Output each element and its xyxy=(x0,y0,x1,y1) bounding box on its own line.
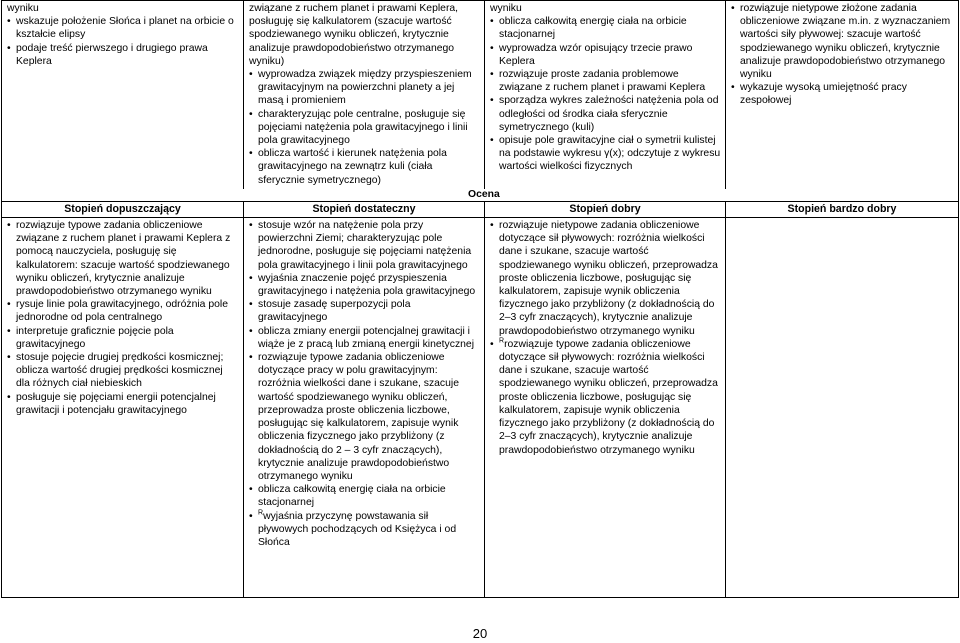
bullet-item xyxy=(249,325,480,351)
item-text: wyniku xyxy=(7,3,39,14)
header-bardzo-dobry: Stopień bardzo dobry xyxy=(726,201,959,217)
ocena-label: Ocena xyxy=(468,188,500,200)
item-text: stosuje pojęcie drugiej prędkości kosmicznej; oblicza wartość drugiej prędkości kosmicznej dla różnych ciał niebieskich xyxy=(16,352,224,390)
item-text: charakteryzując pole centralne, posługuje się pojęciami natężenia pola grawitacyjnego i linii pola grawitacyjnego xyxy=(258,108,468,147)
item-text: wskazuje położenie Słońca i planet na orbicie o kształcie elipsy xyxy=(16,16,234,41)
bullet-item xyxy=(731,2,954,81)
header-row xyxy=(2,201,959,217)
item-text: interpretuje graficznie pojęcie pola grawitacyjnego xyxy=(16,325,174,350)
text-line xyxy=(490,2,721,15)
item-text: rozwiązuje nietypowe złożone zadania obliczeniowe związane m.in. z wyznaczaniem wartości siły pływowej: szacuje wartość spodziewanego wyniku obliczeń, krytycznie analizuje prawdopodobieństwo otrzymanego wyniku xyxy=(740,3,951,81)
header-dopuszczajacy: Stopień dopuszczający xyxy=(2,201,244,217)
text-line xyxy=(249,2,480,68)
item-text: oblicza całkowitą energię ciała na orbicie stacjonarnej xyxy=(258,484,446,509)
bottom-cell-3 xyxy=(485,218,726,598)
item-text: rozwiązuje proste zadania problemowe związane z ruchem planet i prawami Keplera xyxy=(499,69,706,94)
item-text: stosuje wzór na natężenie pola przy powierzchni Ziemi; charakteryzując pole jednorodne, posługuje się pojęciami natężenia pola grawitacyjnego i linii pola grawitacyjnego xyxy=(258,220,472,271)
bullet-item xyxy=(490,42,721,68)
item-text: oblicza zmiany energii potencjalnej grawitacji i wiąże je z pracą lub zmianą energii kinetycznej xyxy=(258,325,475,350)
item-text: opisuje pole grawitacyjne ciał o symetrii kulistej na podstawie wykresu γ(x); odczytuje z wykresu wartości wielkości fizycznych xyxy=(499,135,721,173)
bullet-item xyxy=(7,391,239,417)
item-text: związane z ruchem planet i prawami Keplera, posługuję się kalkulatorem (szacuje wartość spodziewanego wyniku obliczeń, krytycznie analizuje prawdopodobieństwo otrzymanego wyniku) xyxy=(249,3,459,67)
bullet-item xyxy=(249,68,480,108)
bullet-item xyxy=(731,81,954,107)
item-text: wykazuje wysoką umiejętność pracy zespołowej xyxy=(740,82,907,107)
bullet-item xyxy=(249,147,480,187)
bullet-item xyxy=(249,483,480,509)
item-text: sporządza wykres zależności natężenia pola od odległości od środka ciała sferycznie symetrycznego (kuli) xyxy=(499,95,719,133)
item-text: rozwiązuje typowe zadania obliczeniowe dotyczące pracy w polu grawitacyjnym: rozróżnia wielkości dane i szukane, szacuje wartość spodziewanego wyniku obliczeń, przeprowadza proste obliczenia liczbowe, posługując się kalkulatorem, zapisuje wynik obliczenia fizycznego jako przybliżony (z dokładnością do 2 – 3 cyfr znaczących), krytycznie analizuje prawdopodobieństwo otrzymanego wyniku xyxy=(258,352,459,482)
item-text: wyjaśnia znaczenie pojęć przyspieszenia grawitacyjnego i natężenia pola grawitacyjnego xyxy=(258,272,476,298)
ocena-row xyxy=(2,189,959,202)
top-cell-4 xyxy=(726,1,959,189)
bullet-item xyxy=(7,219,239,298)
header-dobry: Stopień dobry xyxy=(485,201,726,217)
item-text: wyjaśnia przyczynę powstawania sił pływowych pochodzących od Księżyca i od Słońca xyxy=(258,510,457,548)
bullet-item xyxy=(249,108,480,148)
item-text: rysuje linie pola grawitacyjnego, odróżnia pole jednorodne od pola centralnego xyxy=(16,299,228,324)
bullet-item xyxy=(7,42,239,68)
item-text: rozwiązuje nietypowe zadania obliczeniowe dotyczące sił pływowych: rozróżnia wielkości dane i szukane, szacuje wartość spodziewanego wyniku obliczeń, przeprowadza proste obliczenia liczbowe, posługując się kalkulatorem, zapisuje wynik obliczenia fizycznego jako przybliżony (z dokładnością do 2–3 cyfr znaczących), krytycznie analizuje prawdopodobieństwo otrzymanego wyniku xyxy=(499,220,718,337)
bottom-cell-1 xyxy=(2,218,244,598)
ocena-cell xyxy=(2,189,959,202)
bottom-row xyxy=(2,218,959,598)
extended-level-mark: R xyxy=(499,337,505,345)
top-row xyxy=(2,1,959,189)
bullet-item xyxy=(490,134,721,174)
bottom-cell-2 xyxy=(244,218,485,598)
item-text: wyniku xyxy=(490,3,522,14)
text-line xyxy=(7,2,239,15)
top-cell-1 xyxy=(2,1,244,189)
bullet-item xyxy=(7,298,239,324)
requirements-table xyxy=(1,0,959,598)
item-text: oblicza całkowitą energię ciała na orbicie stacjonarnej xyxy=(499,16,687,41)
top-cell-2 xyxy=(244,1,485,189)
bullet-item xyxy=(490,219,721,338)
bullet-item xyxy=(7,15,239,41)
bullet-item xyxy=(7,351,239,391)
bullet-item xyxy=(249,219,480,272)
item-text: wyprowadza związek między przyspieszeniem grawitacyjnym na powierzchni planety a jej masą i promieniem xyxy=(258,69,472,107)
extended-level-mark: R xyxy=(258,509,264,517)
bullet-item xyxy=(490,338,721,457)
item-text: stosuje zasadę superpozycji pola grawitacyjnego xyxy=(258,299,411,324)
item-text: podaje treść pierwszego i drugiego prawa Keplera xyxy=(16,42,208,67)
bottom-cell-4 xyxy=(726,218,959,598)
item-text: oblicza wartość i kierunek natężenia pola grawitacyjnego na zewnątrz kuli (ciała sferycznie symetrycznego) xyxy=(258,148,447,186)
bullet-item xyxy=(249,272,480,298)
item-text: posługuje się pojęciami energii potencjalnej grawitacji i potencjału grawitacyjnego xyxy=(16,391,216,416)
bullet-item xyxy=(490,94,721,134)
bullet-item xyxy=(490,15,721,41)
bullet-item xyxy=(249,510,480,550)
item-text: wyprowadza wzór opisujący trzecie prawo Keplera xyxy=(499,42,693,67)
bullet-item xyxy=(249,351,480,483)
bullet-item xyxy=(7,325,239,351)
header-dostateczny: Stopień dostateczny xyxy=(244,201,485,217)
item-text: rozwiązuje typowe zadania obliczeniowe związane z ruchem planet i prawami Keplera z pomocą nauczyciela, posługuję się kalkulatorem: szacuje wartość spodziewanego wyniku obliczeń, krytycznie analizuje prawdopodobieństwo otrzymanego wyniku xyxy=(16,220,231,298)
bullet-item xyxy=(249,298,480,324)
page-number: 20 xyxy=(472,626,488,641)
top-cell-3 xyxy=(485,1,726,189)
bullet-item xyxy=(490,68,721,94)
item-text: rozwiązuje typowe zadania obliczeniowe dotyczące sił pływowych: rozróżnia wielkości dane i szukane, szacuje wartość spodziewanego wyniku obliczeń, przeprowadza proste obliczenia liczbowe, posługując się kalkulatorem, zapisuje wynik obliczenia fizycznego jako przybliżony (z dokładnością do 2–3 cyfr znaczących), krytycznie analizuje prawdopodobieństwo otrzymanego wyniku xyxy=(499,338,718,456)
